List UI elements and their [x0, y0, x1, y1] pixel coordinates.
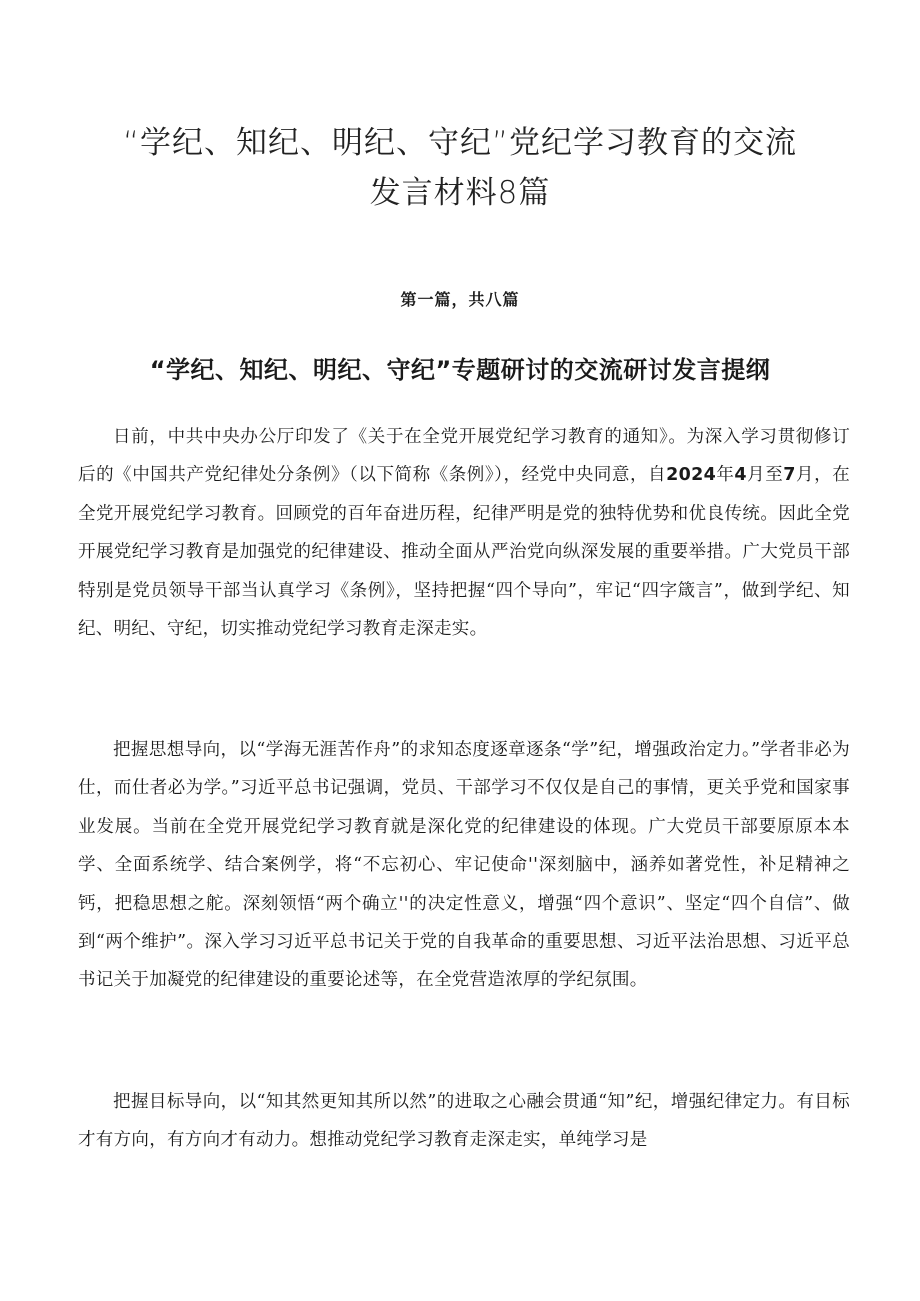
section-heading: “学纪、知纪、明纪、守纪”专题研讨的交流研讨发言提纲	[149, 356, 771, 384]
paragraph-1-month-end: 7	[783, 465, 796, 486]
document-title-line-1: “学纪、知纪、明纪、守纪”党纪学习教育的交流	[122, 125, 798, 161]
paragraph-1-text-b: 年	[716, 465, 735, 486]
document-title-line-2: 发言材料8篇	[369, 175, 551, 211]
document-title	[80, 118, 840, 218]
paragraph-1-text-d: 月，在全党开展党纪学习教育。回顾党的百年奋进历程，纪律严明是党的独特优势和优良传统。因此全党开展党纪学习教育是加强党的纪律建设、推动全面从严治党向纵深发展的重要举措。广大党员干部特别是党员领导干部当认真学习《条例》，坚持把握“四个导向”，牢记“四字箴言”，做到学纪、知纪、明纪、守纪，切实推动党纪学习教育走深走实。	[78, 465, 850, 640]
paragraph-1-month-start: 4	[734, 465, 747, 486]
part-label: 第一篇，共八篇	[400, 290, 520, 309]
paragraph-1-text-a: 日前，中共中央办公厅印发了《关于在全党开展党纪学习教育的通知》。为深入学习贯彻修订后的《中国共产党纪律处分条例》（以下简称《条例》），经党中央同意，自	[78, 427, 850, 486]
paragraph-1-text-c: 月至	[746, 465, 784, 486]
paragraph-2: 把握思想导向，以“学海无涯苦作舟”的求知态度逐章逐条“学”纪，增强政治定力。”学者非必为仕，而仕者必为学。”习近平总书记强调，党员、干部学习不仅仅是自己的事情，更关乎党和国家事业发展。当前在全党开展党纪学习教育就是深化党的纪律建设的体现。广大党员干部要原原本本学、全面系统学、结合案例学，将“不忘初心、牢记使命''深刻脑中，涵养如著党性，补足精神之钙，把稳思想之舵。深刻领悟“两个确立''的决定性意义，增强“四个意识”、坚定“四个自信”、做到“两个维护”。深入学习习近平总书记关于党的自我革命的重要思想、习近平法治思想、习近平总书记关于加凝党的纪律建设的重要论述等，在全党营造浓厚的学纪氛围。	[78, 740, 850, 991]
paragraph-1-year: 2024	[666, 465, 717, 486]
paragraph-1	[78, 418, 850, 648]
paragraph-3: 把握目标导向，以“知其然更知其所以然”的进取之心融会贯通“知”纪，增强纪律定力。有目标才有方向，有方向才有动力。想推动党纪学习教育走深走实，单纯学习是	[78, 1092, 850, 1151]
